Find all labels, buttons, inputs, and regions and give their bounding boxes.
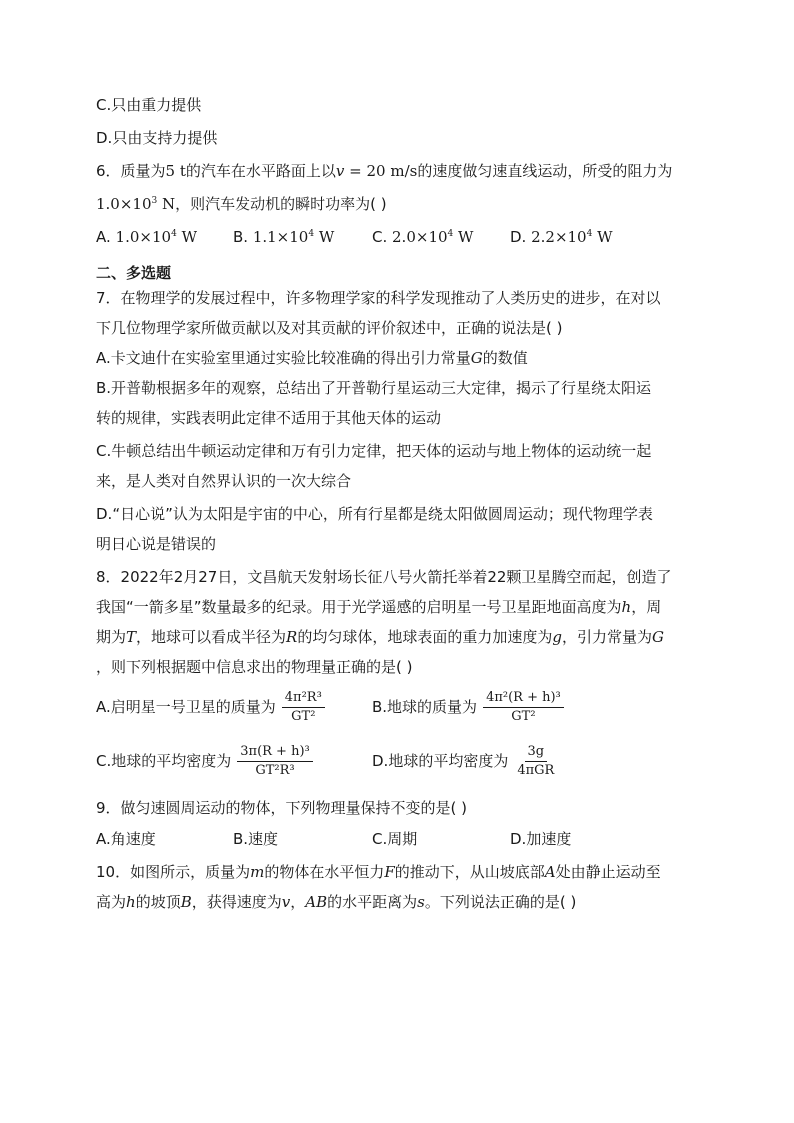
q5-option-c: C.只由重力提供	[96, 96, 202, 114]
q6-stem-line2: $1.0\times 10^3$ N，则汽车发动机的瞬时功率为( )	[96, 195, 387, 213]
q6-option-c: C. $2.0\times 10^4$ W	[372, 228, 474, 246]
q8-stem-line3: 期为T，地球可以看成半径为R的均匀球体，地球表面的重力加速度为g，引力常量为G	[96, 628, 664, 646]
q10-stem-line2: 高为h的坡顶B，获得速度为v，AB的水平距离为s。下列说法正确的是( )	[96, 893, 577, 911]
q5-option-d: D.只由支持力提供	[96, 129, 218, 147]
q7-option-b-line2: 转的规律，实践表明此定律不适用于其他天体的运动	[96, 409, 442, 427]
q7-stem-line1: 7．在物理学的发展过程中，许多物理学家的科学发现推动了人类历史的进步，在对以	[96, 289, 661, 307]
q6-option-d: D. $2.2\times 10^4$ W	[510, 228, 613, 246]
q9-option-c: C.周期	[372, 830, 418, 848]
q8-stem-line4: ，则下列根据题中信息求出的物理量正确的是( )	[96, 658, 413, 676]
q7-option-d-line2: 明日心说是错误的	[96, 535, 217, 553]
q10-stem-line1: 10．如图所示，质量为m的物体在水平恒力F的推动下，从山坡底部A处由静止运动至	[96, 863, 661, 881]
q8-option-d-formula: $\frac{3g}{\text{4πGR}}$	[517, 744, 555, 778]
q8-option-b: B.地球的质量为 $\frac{\text{4π²(R + h)³}}{\text{GT²}}$	[372, 690, 564, 725]
q7-stem-line2: 下几位物理学家所做贡献以及对其贡献的评价叙述中，正确的说法是( )	[96, 319, 563, 337]
q7-option-c-line1: C.牛顿总结出牛顿运动定律和万有引力定律，把天体的运动与地上物体的运动统一起	[96, 442, 652, 460]
q8-option-a: A.启明星一号卫星的质量为 $\frac{\text{4π²R³}}{\text{GT²}}$	[96, 690, 325, 725]
q6-option-a: A. $1.0\times 10^4$ W	[96, 228, 197, 246]
q7-option-d-line1: D.“日心说”认为太阳是宇宙的中心，所有行星都是绕太阳做圆周运动；现代物理学表	[96, 505, 653, 523]
q8-option-c: C.地球的平均密度为 $\frac{\text{3π(R + h)³}}{\text{GT²R³}}$	[96, 744, 313, 779]
q9-stem: 9．做匀速圆周运动的物体，下列物理量保持不变的是( )	[96, 799, 468, 817]
q7-option-b-line1: B.开普勒根据多年的观察，总结出了开普勒行星运动三大定律，揭示了行星绕太阳运	[96, 379, 652, 397]
q7-option-a: A.卡文迪什在实验室里通过实验比较准确的得出引力常量G的数值	[96, 349, 528, 367]
q8-option-b-formula: $\frac{\text{4π²(R + h)³}}{\text{GT²}}$	[483, 690, 564, 725]
q8-option-d: D.地球的平均密度为 $\frac{3g}{\text{4πGR}}$	[372, 744, 557, 779]
q8-stem-line2: 我国“一箭多星”数量最多的纪录。用于光学遥感的启明星一号卫星距地面高度为h，周	[96, 598, 662, 616]
q6-option-b: B. $1.1\times 10^4$ W	[233, 228, 335, 246]
q6-stem-line1: 6．质量为5 t的汽车在水平路面上以v = 20 m/s的速度做匀速直线运动，所受的阻力为	[96, 162, 673, 180]
q9-option-d: D.加速度	[510, 830, 572, 848]
q7-option-c-line2: 来，是人类对自然界认识的一次大综合	[96, 472, 352, 490]
q9-option-a: A.角速度	[96, 830, 156, 848]
section-heading-multiple-choice: 二、多选题	[96, 264, 172, 282]
q8-option-a-formula: $\frac{\text{4π²R³}}{\text{GT²}}$	[282, 690, 325, 725]
q8-stem-line1: 8．2022年2月27日，文昌航天发射场长征八号火箭托举着22颗卫星腾空而起，创造了	[96, 568, 672, 586]
q8-option-c-formula: $\frac{\text{3π(R + h)³}}{\text{GT²R³}}$	[237, 744, 313, 779]
q9-option-b: B.速度	[233, 830, 279, 848]
